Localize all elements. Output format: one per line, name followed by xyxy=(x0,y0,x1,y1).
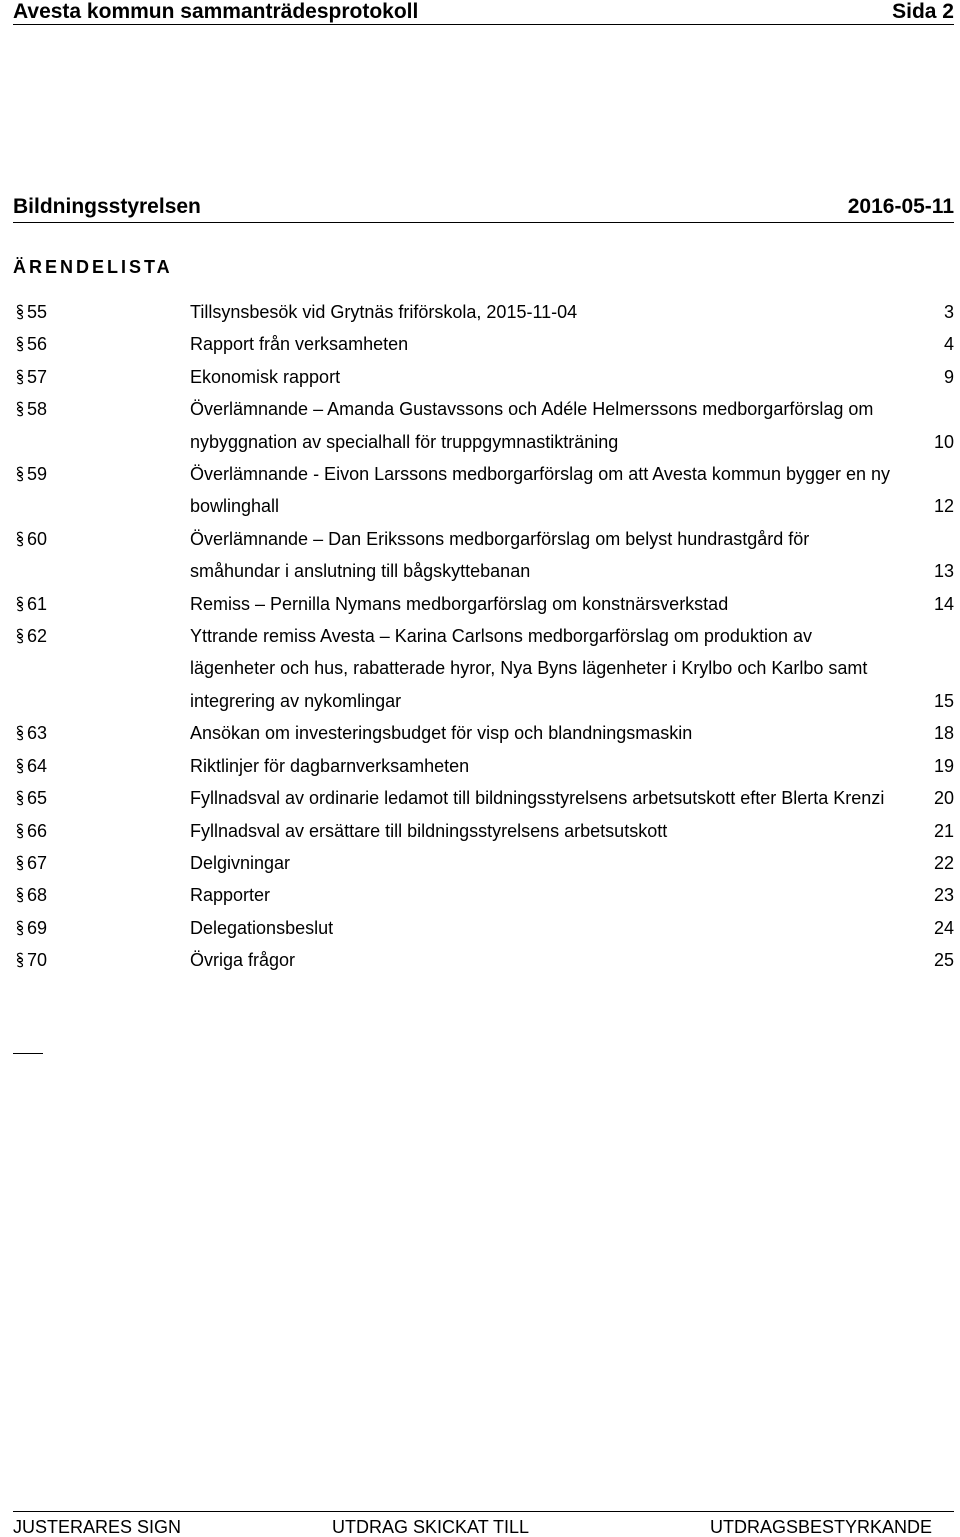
section-sign-icon xyxy=(13,328,27,352)
agenda-item xyxy=(13,912,954,944)
item-page: 23 xyxy=(933,885,954,906)
item-title: Ansökan om investeringsbudget för visp och blandningsmaskin xyxy=(190,723,693,744)
agenda-list xyxy=(13,296,954,977)
agenda-item xyxy=(13,458,954,523)
agenda-item xyxy=(13,815,954,847)
agenda-item xyxy=(13,944,954,976)
item-page: 20 xyxy=(933,788,954,809)
item-number: 62 xyxy=(27,626,48,647)
item-page: 12 xyxy=(933,496,954,517)
agenda-item xyxy=(13,750,954,782)
item-number: 68 xyxy=(27,885,48,906)
section-sign-icon xyxy=(13,588,27,612)
item-page: 14 xyxy=(933,593,954,614)
agenda-item xyxy=(13,328,954,360)
section-sign-icon xyxy=(13,458,27,482)
item-number: 59 xyxy=(27,464,48,485)
item-page: 22 xyxy=(933,852,954,873)
item-number: 58 xyxy=(27,399,48,420)
agenda-item xyxy=(13,296,954,328)
agenda-item xyxy=(13,393,954,458)
agenda-item xyxy=(13,523,954,588)
section-sign-icon xyxy=(13,620,27,644)
item-page: 19 xyxy=(933,755,954,776)
section-sign-icon xyxy=(13,361,27,385)
agenda-item xyxy=(13,847,954,879)
document-title: Avesta kommun sammanträdesprotokoll xyxy=(13,0,419,23)
item-title: Delegationsbeslut xyxy=(190,917,334,938)
item-page: 4 xyxy=(943,334,954,355)
board-name: Bildningsstyrelsen xyxy=(13,195,201,218)
section-sign-icon xyxy=(13,750,27,774)
item-title: Övriga frågor xyxy=(190,950,296,971)
item-title: Rapporter xyxy=(190,885,271,906)
agenda-item xyxy=(13,361,954,393)
item-title: Överlämnande – Dan Erikssons medborgarförslag om belyst hundrastgård för småhundar i anslutning till bågskyttebanan xyxy=(190,528,810,582)
item-title: Fyllnadsval av ordinarie ledamot till bildningsstyrelsens arbetsutskott efter Blerta Krenzi xyxy=(190,788,885,809)
item-title: Fyllnadsval av ersättare till bildningsstyrelsens arbetsutskott xyxy=(190,820,668,841)
page-footer xyxy=(13,1511,954,1537)
item-number: 55 xyxy=(27,302,48,322)
section-sign-icon xyxy=(13,296,27,320)
footer-sent: UTDRAG SKICKAT TILL xyxy=(332,1517,530,1537)
item-page: 18 xyxy=(933,723,954,744)
item-page: 13 xyxy=(933,561,954,582)
item-title: Riktlinjer för dagbarnverksamheten xyxy=(190,755,470,776)
agenda-item xyxy=(13,588,954,620)
item-title: Överlämnande – Amanda Gustavssons och Adéle Helmerssons medborgarförslag om nybyggnation av specialhall för truppgymnastikträning xyxy=(190,399,874,452)
item-page: 21 xyxy=(933,820,954,841)
section-sign-icon xyxy=(13,815,27,839)
meeting-date: 2016-05-11 xyxy=(847,195,954,218)
footnote-divider xyxy=(13,1053,43,1054)
item-number: 69 xyxy=(27,917,48,938)
item-page: 3 xyxy=(943,302,954,322)
page-header xyxy=(13,0,954,25)
section-sign-icon xyxy=(13,393,27,417)
item-page: 25 xyxy=(933,950,954,971)
section-sign-icon xyxy=(13,944,27,968)
item-title: Överlämnande - Eivon Larssons medborgarförslag om att Avesta kommun bygger en ny bowlinghall xyxy=(190,464,891,517)
section-sign-icon xyxy=(13,717,27,741)
item-page: 9 xyxy=(943,366,954,387)
agenda-item xyxy=(13,782,954,814)
section-sign-icon xyxy=(13,912,27,936)
item-page: 15 xyxy=(933,690,954,711)
list-heading: ÄRENDELISTA xyxy=(13,257,173,277)
item-number: 60 xyxy=(27,528,48,549)
item-number: 61 xyxy=(27,593,48,614)
item-number: 65 xyxy=(27,788,48,809)
item-title: Tillsynsbesök vid Grytnäs friförskola, 2015-11-04 xyxy=(190,302,578,322)
item-title: Delgivningar xyxy=(190,852,291,873)
item-number: 57 xyxy=(27,366,48,387)
meeting-info xyxy=(13,192,954,223)
section-sign-icon xyxy=(13,879,27,903)
item-page: 10 xyxy=(933,431,954,452)
agenda-item xyxy=(13,717,954,749)
item-number: 67 xyxy=(27,852,48,873)
item-page: 24 xyxy=(933,917,954,938)
section-sign-icon xyxy=(13,847,27,871)
item-number: 66 xyxy=(27,820,48,841)
item-number: 56 xyxy=(27,334,48,355)
agenda-item xyxy=(13,879,954,911)
item-number: 70 xyxy=(27,950,48,971)
item-title: Ekonomisk rapport xyxy=(190,366,341,387)
item-title: Remiss – Pernilla Nymans medborgarförslag om konstnärsverkstad xyxy=(190,593,729,614)
section-sign-icon xyxy=(13,782,27,806)
item-title: Yttrande remiss Avesta – Karina Carlsons medborgarförslag om produktion av lägenheter och hus, rabatterade hyror, Nya Byns lägenheter i Krylbo och Karlbo samt integrering av nykomlingar xyxy=(190,626,868,711)
agenda-item xyxy=(13,620,954,717)
section-sign-icon xyxy=(13,523,27,547)
item-title: Rapport från verksamheten xyxy=(190,334,409,355)
item-number: 63 xyxy=(27,723,48,744)
footer-certify: UTDRAGSBESTYRKANDE xyxy=(709,1517,932,1537)
item-number: 64 xyxy=(27,755,48,776)
page-number: Sida 2 xyxy=(892,0,954,23)
footer-sign: JUSTERARES SIGN xyxy=(13,1517,182,1537)
